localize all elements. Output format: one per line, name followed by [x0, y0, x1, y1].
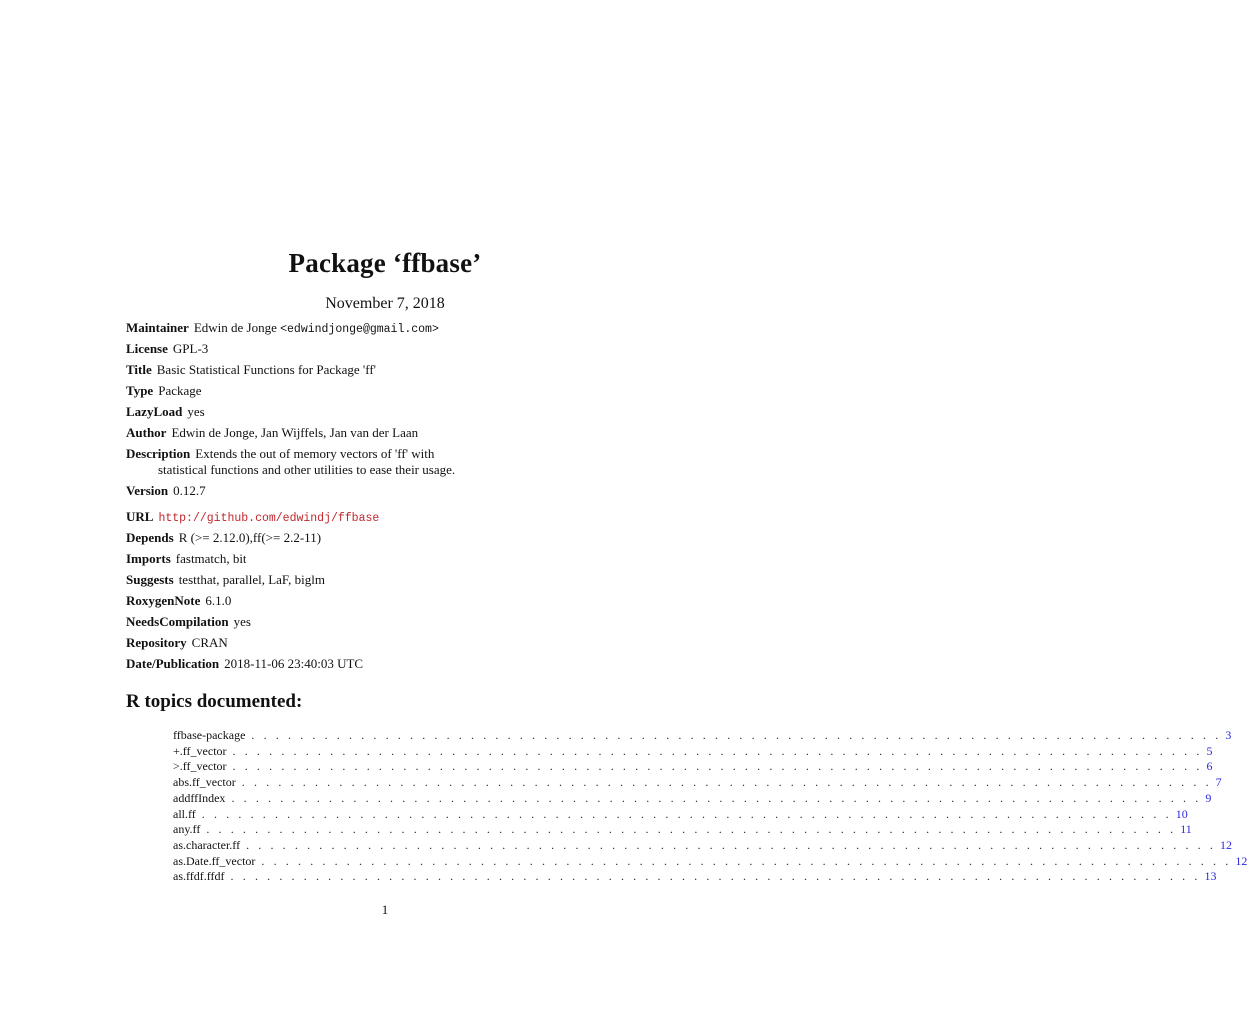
field-value: GPL-3 — [172, 341, 209, 356]
field-value: 0.12.7 — [173, 483, 206, 498]
field-value: Edwin de Jonge, Jan Wijffels, Jan van der Laan — [171, 425, 419, 440]
toc-leader-dots: . . . . . . . . . . . . . . . . . . . . . . . . . . . . . . . . . . . . . . . . . . . . . . . . . . . . . . . . . . . . . . . . . . . . . . . . . . . . . . . . — [230, 869, 1201, 884]
toc-entry[interactable] — [173, 728, 1232, 743]
field-value: Edwin de Jonge — [193, 320, 281, 335]
toc-leader-dots: . . . . . . . . . . . . . . . . . . . . . . . . . . . . . . . . . . . . . . . . . . . . . . . . . . . . . . . . . . . . . . . . . . . . . . . . . . . . . . . . — [241, 775, 1212, 790]
toc-leader-dots: . . . . . . . . . . . . . . . . . . . . . . . . . . . . . . . . . . . . . . . . . . . . . . . . . . . . . . . . . . . . . . . . . . . . . . . . . . . . . . . . — [231, 790, 1202, 805]
toc-entry-name: as.ffdf.ffdf — [173, 869, 225, 884]
field-value-continuation: statistical functions and other utilities to ease their usage. — [158, 462, 456, 477]
toc-heading: R topics documented: — [126, 691, 303, 712]
field-value: Extends the out of memory vectors of 'ff' with — [195, 446, 435, 461]
page-number: 1 — [381, 902, 389, 917]
toc-entry-name: abs.ff_vector — [173, 775, 236, 790]
field-lazyload — [126, 404, 205, 420]
toc-entry[interactable] — [173, 837, 1232, 853]
field-version — [126, 483, 206, 499]
field-key: Title — [126, 362, 152, 377]
field-key: NeedsCompilation — [126, 614, 229, 629]
toc-entry-name: as.character.ff — [173, 837, 241, 852]
toc-page-link[interactable]: 12 — [1219, 837, 1232, 852]
toc-entry[interactable] — [173, 759, 1213, 774]
toc-entry-name: all.ff — [173, 806, 196, 821]
field-key: LazyLoad — [126, 404, 183, 419]
field-key: Repository — [126, 635, 187, 650]
toc-entry-name: addffIndex — [173, 790, 226, 805]
field-key: License — [126, 341, 168, 356]
field-key: RoxygenNote — [126, 593, 201, 608]
field-key: Version — [126, 483, 169, 498]
field-key: Type — [126, 383, 154, 398]
toc-entry-name: ffbase-package — [173, 728, 246, 742]
field-url — [126, 509, 379, 527]
toc-page-link[interactable]: 13 — [1204, 869, 1217, 884]
field-imports — [126, 551, 247, 567]
field-key: Description — [126, 446, 191, 461]
field-depends — [126, 530, 321, 546]
maintainer-email: <edwindjonge@gmail.com> — [280, 323, 439, 336]
field-author — [126, 425, 418, 441]
field-title — [126, 362, 376, 378]
toc-leader-dots: . . . . . . . . . . . . . . . . . . . . . . . . . . . . . . . . . . . . . . . . . . . . . . . . . . . . . . . . . . . . . . . . . . . . . . . . . . . . . . . . — [232, 743, 1203, 758]
toc-page-link[interactable]: 7 — [1215, 775, 1222, 790]
field-suggests — [126, 572, 325, 588]
field-needscompilation — [126, 614, 251, 630]
field-key: Date/Publication — [126, 656, 220, 671]
toc-entry[interactable] — [173, 775, 1222, 790]
toc-leader-dots: . . . . . . . . . . . . . . . . . . . . . . . . . . . . . . . . . . . . . . . . . . . . . . . . . . . . . . . . . . . . . . . . . . . . . . . . . . . . . . . . — [232, 759, 1203, 774]
toc-page-link[interactable]: 9 — [1205, 790, 1212, 805]
field-key: URL — [126, 509, 154, 524]
document-date: November 7, 2018 — [325, 295, 445, 312]
field-license — [126, 341, 208, 357]
toc-entry[interactable] — [173, 743, 1213, 759]
toc-page-link[interactable]: 5 — [1206, 743, 1213, 758]
field-date-publication — [126, 656, 363, 672]
toc-page-link[interactable]: 11 — [1180, 822, 1192, 837]
toc-entry-name: +.ff_vector — [173, 743, 227, 758]
toc-entry-name: >.ff_vector — [173, 759, 227, 774]
field-key: Author — [126, 425, 167, 440]
toc-entry[interactable] — [173, 806, 1188, 822]
field-value: R (>= 2.12.0),ff(>= 2.2-11) — [178, 530, 322, 545]
field-value: fastmatch, bit — [175, 551, 247, 566]
field-value: Package — [158, 383, 202, 398]
field-maintainer — [126, 320, 439, 338]
field-key: Depends — [126, 530, 174, 545]
toc-page-link[interactable]: 12 — [1235, 853, 1247, 868]
toc-page-link[interactable]: 6 — [1206, 759, 1213, 774]
field-value: yes — [233, 614, 251, 629]
field-value: 2018-11-06 23:40:03 UTC — [224, 656, 364, 671]
toc-leader-dots: . . . . . . . . . . . . . . . . . . . . . . . . . . . . . . . . . . . . . . . . . . . . . . . . . . . . . . . . . . . . . . . . . . . . . . . . . . . . . . . . — [251, 728, 1222, 742]
toc-entry[interactable] — [173, 822, 1192, 837]
document-title: Package ‘ffbase’ — [288, 248, 482, 278]
toc-entry[interactable] — [173, 790, 1212, 806]
toc-leader-dots: . . . . . . . . . . . . . . . . . . . . . . . . . . . . . . . . . . . . . . . . . . . . . . . . . . . . . . . . . . . . . . . . . . . . . . . . . . . . . . . . — [201, 806, 1172, 821]
toc-leader-dots: . . . . . . . . . . . . . . . . . . . . . . . . . . . . . . . . . . . . . . . . . . . . . . . . . . . . . . . . . . . . . . . . . . . . . . . . . . . . . . . . — [206, 822, 1177, 837]
toc-entry[interactable] — [173, 853, 1247, 869]
field-key: Suggests — [126, 572, 174, 587]
field-value: Basic Statistical Functions for Package 'ff' — [156, 362, 377, 377]
field-type — [126, 383, 202, 399]
field-value: CRAN — [191, 635, 228, 650]
field-roxygennote — [126, 593, 231, 609]
toc-entry-name: any.ff — [173, 822, 201, 837]
field-key: Maintainer — [126, 320, 189, 335]
field-key: Imports — [126, 551, 171, 566]
field-value: 6.1.0 — [205, 593, 232, 608]
toc-entry[interactable] — [173, 869, 1217, 884]
toc-leader-dots: . . . . . . . . . . . . . . . . . . . . . . . . . . . . . . . . . . . . . . . . . . . . . . . . . . . . . . . . . . . . . . . . . . . . . . . . . . . . . . . . — [261, 853, 1232, 868]
toc-page-link[interactable]: 10 — [1175, 806, 1188, 821]
field-value: testthat, parallel, LaF, biglm — [178, 572, 325, 587]
url-link[interactable]: http://github.com/edwindj/ffbase — [158, 512, 380, 525]
toc-page-link[interactable]: 3 — [1225, 728, 1232, 742]
toc-leader-dots: . . . . . . . . . . . . . . . . . . . . . . . . . . . . . . . . . . . . . . . . . . . . . . . . . . . . . . . . . . . . . . . . . . . . . . . . . . . . . . . . — [246, 837, 1216, 852]
field-description — [126, 446, 456, 477]
field-value: yes — [187, 404, 205, 419]
field-repository — [126, 635, 228, 651]
toc-entry-name: as.Date.ff_vector — [173, 853, 256, 868]
